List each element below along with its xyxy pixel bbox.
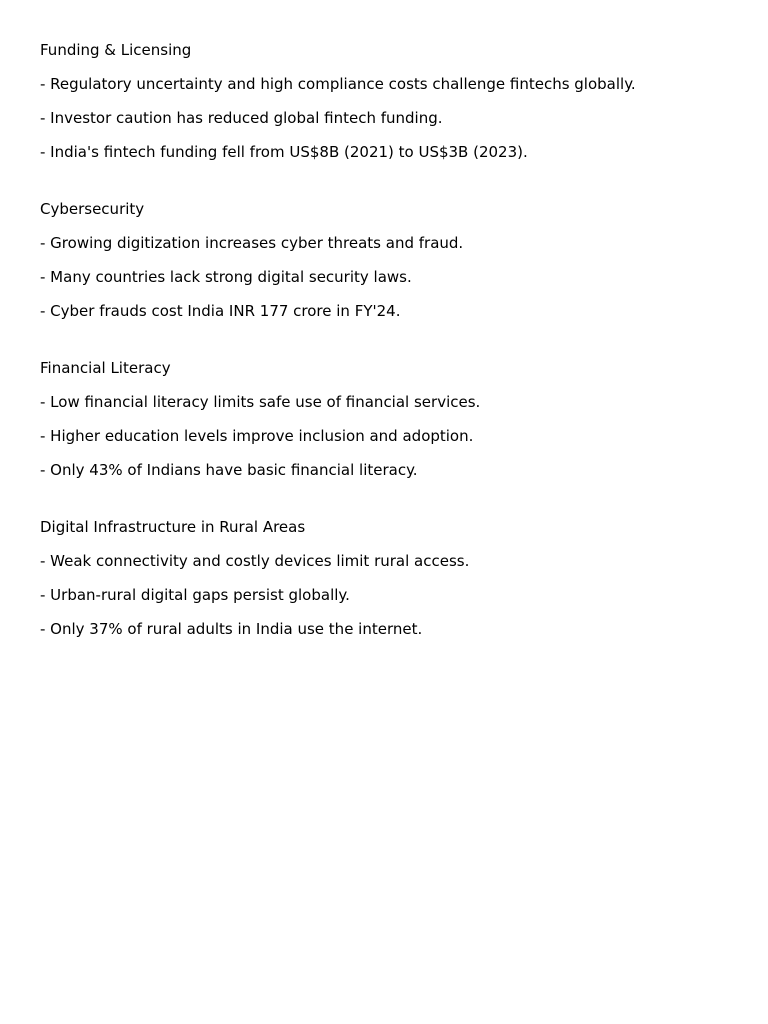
- bullet-item: - Urban-rural digital gaps persist globally.: [40, 586, 350, 604]
- section-financial-literacy: [40, 357, 748, 481]
- bullet-item: - Growing digitization increases cyber threats and fraud.: [40, 234, 464, 252]
- bullet-item: - Weak connectivity and costly devices limit rural access.: [40, 552, 470, 570]
- bullet-item: - Only 43% of Indians have basic financial literacy.: [40, 461, 418, 479]
- section-heading: Digital Infrastructure in Rural Areas: [40, 518, 306, 536]
- bullet-item: - Higher education levels improve inclusion and adoption.: [40, 427, 474, 445]
- section-heading: Financial Literacy: [40, 359, 171, 377]
- bullet-item: - Only 37% of rural adults in India use the internet.: [40, 620, 423, 638]
- section-heading: Funding & Licensing: [40, 41, 192, 59]
- section-heading: Cybersecurity: [40, 200, 145, 218]
- section-digital-infrastructure: [40, 516, 748, 640]
- bullet-item: - India's fintech funding fell from US$8B (2021) to US$3B (2023).: [40, 143, 528, 161]
- bullet-item: - Cyber frauds cost India INR 177 crore in FY'24.: [40, 302, 401, 320]
- bullet-item: - Low financial literacy limits safe use of financial services.: [40, 393, 481, 411]
- section-funding-licensing: [40, 39, 748, 163]
- bullet-item: - Many countries lack strong digital security laws.: [40, 268, 412, 286]
- section-cybersecurity: [40, 198, 748, 322]
- bullet-item: - Regulatory uncertainty and high compliance costs challenge fintechs globally.: [40, 75, 636, 93]
- document-page: [40, 39, 748, 675]
- bullet-item: - Investor caution has reduced global fintech funding.: [40, 109, 443, 127]
